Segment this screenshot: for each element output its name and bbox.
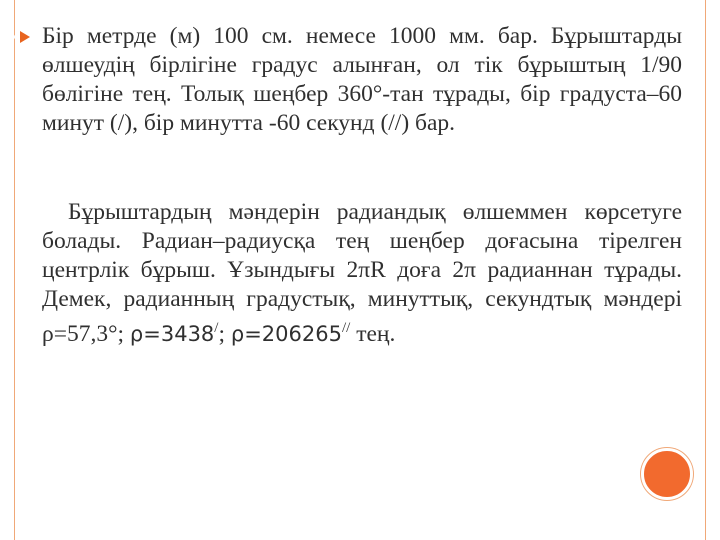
formula-rho-minutes: ρ=3438: [129, 322, 215, 346]
formula-separator: ;: [218, 321, 231, 347]
paragraph-2: [42, 198, 682, 349]
bullet-icon: [20, 31, 30, 43]
paragraph-1-text: Бір метрде (м) 100 см. немесе 1000 мм. бар. Бұрыштарды өлшеудің бірлігіне градус алынған, ол тік бұрыштың 1/90 бөлігіне тең. Толық шеңбер 360°-тан тұрады, бір градуста–60 минут (/), бір минутта -60 секунд (//) бар.: [42, 23, 682, 136]
prime-second: //: [341, 320, 351, 336]
paragraph-1: [42, 22, 682, 138]
paragraph-2-text: Бұрыштардың мәндерін радиандық өлшеммен көрсетуге болады. Радиан–радиусқа тең шеңбер доғасына тірелген центрлік бұрыш. Ұзындығы 2πR доға 2π радианнан тұрады. Демек, радианның градустық, минуттық, секундтық мәндері ρ=57,3°;: [42, 199, 682, 347]
paragraph-2-ending: тең.: [350, 321, 396, 347]
formula-rho-seconds: ρ=206265: [230, 322, 342, 346]
decorative-circle: [641, 448, 693, 500]
prime-minute: /: [214, 320, 219, 336]
